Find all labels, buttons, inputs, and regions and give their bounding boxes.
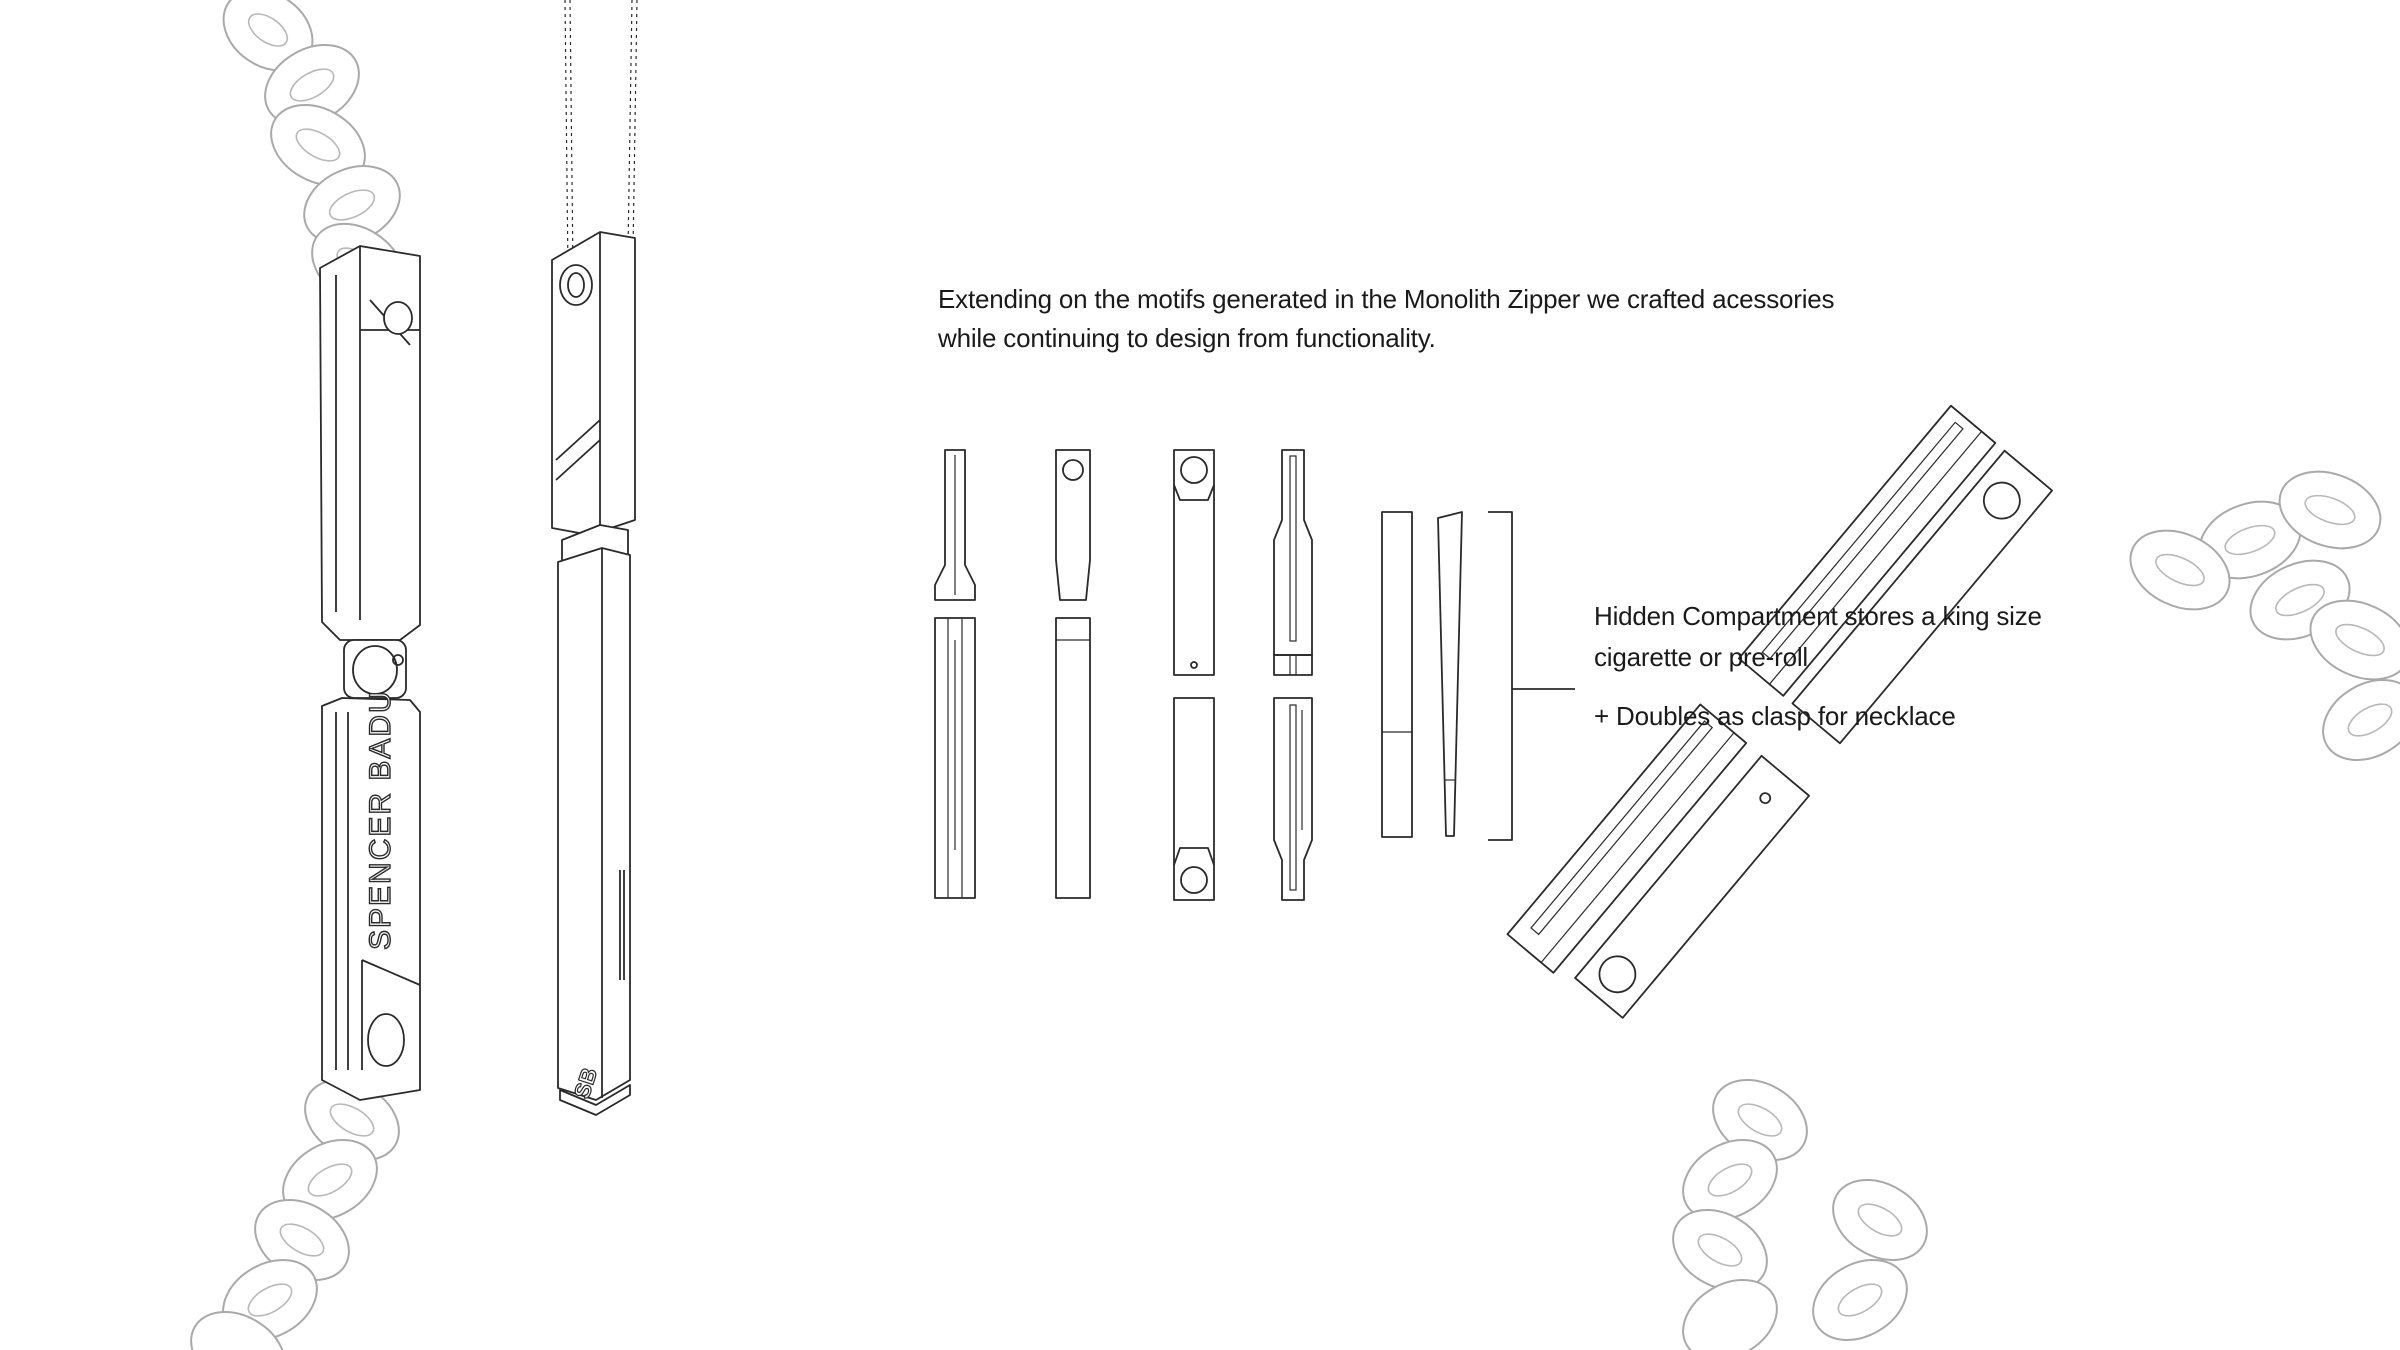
hex-pendant bbox=[552, 232, 635, 1115]
clasp-pendant-left bbox=[320, 246, 420, 1100]
engraving-monogram-text: SB bbox=[568, 1064, 603, 1102]
callout-line-1: Hidden Compartment stores a king size bbox=[1594, 601, 2042, 631]
intro-text bbox=[938, 280, 1898, 358]
ball-chain bbox=[565, 0, 637, 270]
tech-drawing-4 bbox=[1274, 450, 1312, 900]
intro-line-1: Extending on the motifs generated in the Monolith Zipper we crafted acessories bbox=[938, 284, 1835, 314]
compartment-callout bbox=[1594, 596, 2154, 737]
tech-drawing-6-cone bbox=[1438, 512, 1462, 836]
tech-drawing-3 bbox=[1174, 450, 1214, 900]
callout-line-2: cigarette or pre-roll bbox=[1594, 642, 1808, 672]
intro-line-2: while continuing to design from functionality. bbox=[938, 323, 1436, 353]
callout-extra: + Doubles as clasp for necklace bbox=[1594, 701, 1956, 731]
tech-drawing-1 bbox=[935, 450, 975, 898]
tech-drawing-5-tube bbox=[1382, 512, 1412, 837]
curb-chain-right bbox=[1659, 458, 2400, 1350]
tech-drawing-2 bbox=[1056, 450, 1090, 898]
dimension-bracket bbox=[1488, 512, 1575, 840]
engraving-brand-text: SPENCER BADU bbox=[364, 689, 397, 950]
